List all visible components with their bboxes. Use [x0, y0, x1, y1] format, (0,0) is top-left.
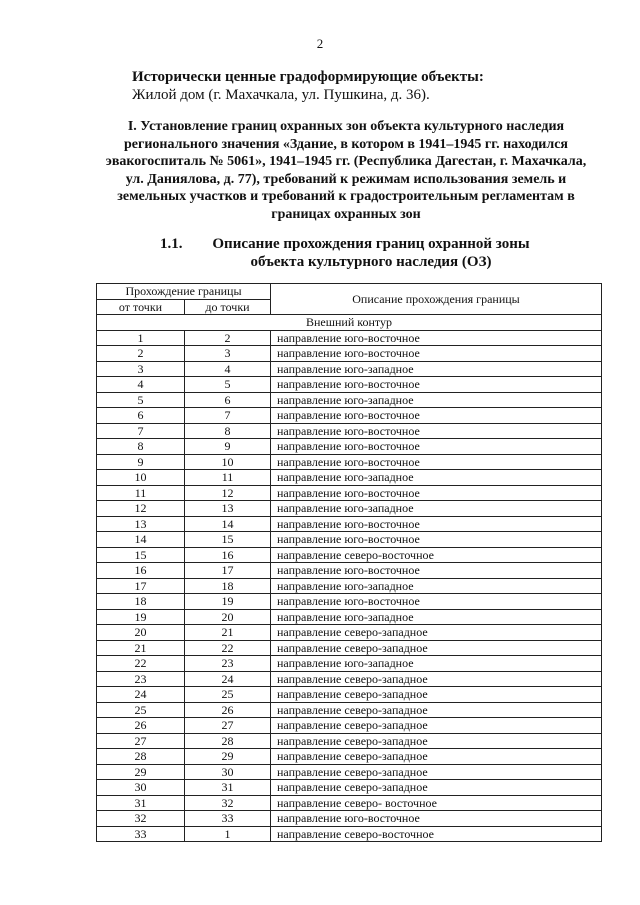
cell-to-point: 14 — [185, 516, 271, 532]
cell-to-point: 5 — [185, 377, 271, 393]
cell-to-point: 26 — [185, 702, 271, 718]
cell-to-point: 18 — [185, 578, 271, 594]
cell-to-point: 4 — [185, 361, 271, 377]
cell-description: направление северо-западное — [271, 764, 602, 780]
cell-to-point: 25 — [185, 687, 271, 703]
cell-from-point: 4 — [97, 377, 185, 393]
cell-from-point: 33 — [97, 826, 185, 842]
cell-description: направление юго-восточное — [271, 408, 602, 424]
table-row — [97, 656, 602, 672]
table-row — [97, 408, 602, 424]
table-row — [97, 733, 602, 749]
cell-to-point: 28 — [185, 733, 271, 749]
cell-to-point: 6 — [185, 392, 271, 408]
cell-to-point: 15 — [185, 532, 271, 548]
cell-description: направление юго-западное — [271, 361, 602, 377]
cell-from-point: 20 — [97, 625, 185, 641]
cell-to-point: 8 — [185, 423, 271, 439]
cell-to-point: 30 — [185, 764, 271, 780]
cell-description: направление юго-восточное — [271, 516, 602, 532]
cell-from-point: 12 — [97, 501, 185, 517]
cell-from-point: 27 — [97, 733, 185, 749]
cell-to-point: 32 — [185, 795, 271, 811]
boundary-table — [96, 283, 602, 842]
cell-description: направление северо-западное — [271, 687, 602, 703]
cell-description: направление юго-западное — [271, 578, 602, 594]
header-to-point: до точки — [185, 299, 271, 315]
table-row — [97, 501, 602, 517]
cell-from-point: 25 — [97, 702, 185, 718]
page-number: 2 — [316, 36, 324, 51]
cell-to-point: 27 — [185, 718, 271, 734]
cell-description: направление северо-западное — [271, 671, 602, 687]
cell-to-point: 10 — [185, 454, 271, 470]
cell-description: направление северо-западное — [271, 718, 602, 734]
cell-description: направление юго-восточное — [271, 532, 602, 548]
cell-to-point: 17 — [185, 563, 271, 579]
section-title-line: земельных участков и требований к градостроительным регламентам в — [117, 189, 575, 204]
header-description: Описание прохождения границы — [271, 284, 602, 315]
cell-description: направление юго-восточное — [271, 439, 602, 455]
cell-to-point: 12 — [185, 485, 271, 501]
cell-to-point: 9 — [185, 439, 271, 455]
cell-description: направление северо-западное — [271, 733, 602, 749]
section-title — [80, 118, 612, 223]
historical-objects — [132, 68, 484, 104]
table-row — [97, 485, 602, 501]
cell-description: направление юго-восточное — [271, 330, 602, 346]
table-row — [97, 780, 602, 796]
cell-description: направление юго-восточное — [271, 563, 602, 579]
cell-to-point: 3 — [185, 346, 271, 362]
cell-from-point: 10 — [97, 470, 185, 486]
cell-description: направление северо- восточное — [271, 795, 602, 811]
table-row — [97, 532, 602, 548]
historical-object: Жилой дом (г. Махачкала, ул. Пушкина, д. 36). — [132, 87, 430, 103]
contour-label: Внешний контур — [97, 315, 602, 331]
cell-from-point: 19 — [97, 609, 185, 625]
cell-from-point: 23 — [97, 671, 185, 687]
table-row — [97, 687, 602, 703]
table-row — [97, 361, 602, 377]
cell-from-point: 9 — [97, 454, 185, 470]
cell-to-point: 33 — [185, 811, 271, 827]
cell-from-point: 13 — [97, 516, 185, 532]
cell-to-point: 31 — [185, 780, 271, 796]
table-row — [97, 625, 602, 641]
cell-description: направление юго-восточное — [271, 594, 602, 610]
section-title-line: ул. Даниялова, д. 77), требований к режимам использования земель и — [125, 171, 567, 187]
table-row — [97, 392, 602, 408]
cell-from-point: 29 — [97, 764, 185, 780]
table-row — [97, 578, 602, 594]
table-row — [97, 330, 602, 346]
table-row — [97, 749, 602, 765]
cell-description: направление юго-западное — [271, 392, 602, 408]
section-title-line: границах охранных зон — [271, 206, 421, 222]
table-row — [97, 470, 602, 486]
section-title-line: I. Установление границ охранных зон объекта культурного наследия — [127, 119, 565, 134]
cell-from-point: 16 — [97, 563, 185, 579]
table-row — [97, 811, 602, 827]
table-row — [97, 423, 602, 439]
cell-from-point: 8 — [97, 439, 185, 455]
cell-description: направление юго-восточное — [271, 454, 602, 470]
cell-to-point: 22 — [185, 640, 271, 656]
cell-from-point: 11 — [97, 485, 185, 501]
cell-to-point: 11 — [185, 470, 271, 486]
cell-description: направление юго-восточное — [271, 423, 602, 439]
cell-description: направление юго-западное — [271, 609, 602, 625]
cell-from-point: 17 — [97, 578, 185, 594]
subsection-title — [160, 235, 560, 271]
table-row — [97, 609, 602, 625]
table-row — [97, 594, 602, 610]
cell-description: направление юго-восточное — [271, 377, 602, 393]
table-row — [97, 516, 602, 532]
cell-description: направление северо-западное — [271, 640, 602, 656]
table-row — [97, 764, 602, 780]
cell-from-point: 21 — [97, 640, 185, 656]
table-row — [97, 795, 602, 811]
cell-to-point: 16 — [185, 547, 271, 563]
table-row — [97, 377, 602, 393]
header-group: Прохождение границы — [97, 284, 271, 300]
table-row — [97, 718, 602, 734]
table-row — [97, 454, 602, 470]
cell-description: направление юго-восточное — [271, 485, 602, 501]
cell-to-point: 13 — [185, 501, 271, 517]
table-row — [97, 640, 602, 656]
header-from-point: от точки — [97, 299, 185, 315]
cell-from-point: 3 — [97, 361, 185, 377]
cell-description: направление юго-восточное — [271, 346, 602, 362]
cell-from-point: 14 — [97, 532, 185, 548]
table-row — [97, 563, 602, 579]
cell-from-point: 5 — [97, 392, 185, 408]
cell-to-point: 21 — [185, 625, 271, 641]
cell-to-point: 7 — [185, 408, 271, 424]
cell-from-point: 7 — [97, 423, 185, 439]
cell-description: направление северо-западное — [271, 625, 602, 641]
cell-to-point: 1 — [185, 826, 271, 842]
cell-to-point: 19 — [185, 594, 271, 610]
cell-description: направление северо-западное — [271, 702, 602, 718]
subsection-line: объекта культурного наследия (ОЗ) — [250, 254, 492, 270]
cell-from-point: 15 — [97, 547, 185, 563]
cell-from-point: 24 — [97, 687, 185, 703]
cell-from-point: 1 — [97, 330, 185, 346]
table-row — [97, 439, 602, 455]
table-row — [97, 671, 602, 687]
cell-description: направление юго-западное — [271, 470, 602, 486]
cell-description: направление юго-западное — [271, 501, 602, 517]
cell-from-point: 28 — [97, 749, 185, 765]
table-row — [97, 702, 602, 718]
cell-to-point: 2 — [185, 330, 271, 346]
subsection-number: 1.1. — [160, 236, 183, 252]
cell-to-point: 20 — [185, 609, 271, 625]
cell-description: направление северо-западное — [271, 749, 602, 765]
cell-to-point: 23 — [185, 656, 271, 672]
cell-to-point: 29 — [185, 749, 271, 765]
cell-description: направление северо-западное — [271, 780, 602, 796]
cell-from-point: 32 — [97, 811, 185, 827]
table-row — [97, 346, 602, 362]
cell-from-point: 30 — [97, 780, 185, 796]
subsection-line: Описание прохождения границ охранной зоны — [212, 236, 530, 252]
cell-description: направление северо-восточное — [271, 547, 602, 563]
section-title-line: регионального значения «Здание, в котором в 1941–1945 гг. находился — [124, 136, 568, 152]
section-title-line: эвакогоспиталь № 5061», 1941–1945 гг. (Республика Дагестан, г. Махачкала, — [105, 154, 587, 169]
cell-description: направление северо-восточное — [271, 826, 602, 842]
table-row — [97, 826, 602, 842]
cell-from-point: 6 — [97, 408, 185, 424]
cell-from-point: 31 — [97, 795, 185, 811]
cell-description: направление юго-западное — [271, 656, 602, 672]
cell-to-point: 24 — [185, 671, 271, 687]
cell-description: направление юго-восточное — [271, 811, 602, 827]
cell-from-point: 26 — [97, 718, 185, 734]
cell-from-point: 2 — [97, 346, 185, 362]
cell-from-point: 18 — [97, 594, 185, 610]
historical-heading: Исторически ценные градоформирующие объекты: — [132, 69, 484, 85]
cell-from-point: 22 — [97, 656, 185, 672]
table-row — [97, 547, 602, 563]
